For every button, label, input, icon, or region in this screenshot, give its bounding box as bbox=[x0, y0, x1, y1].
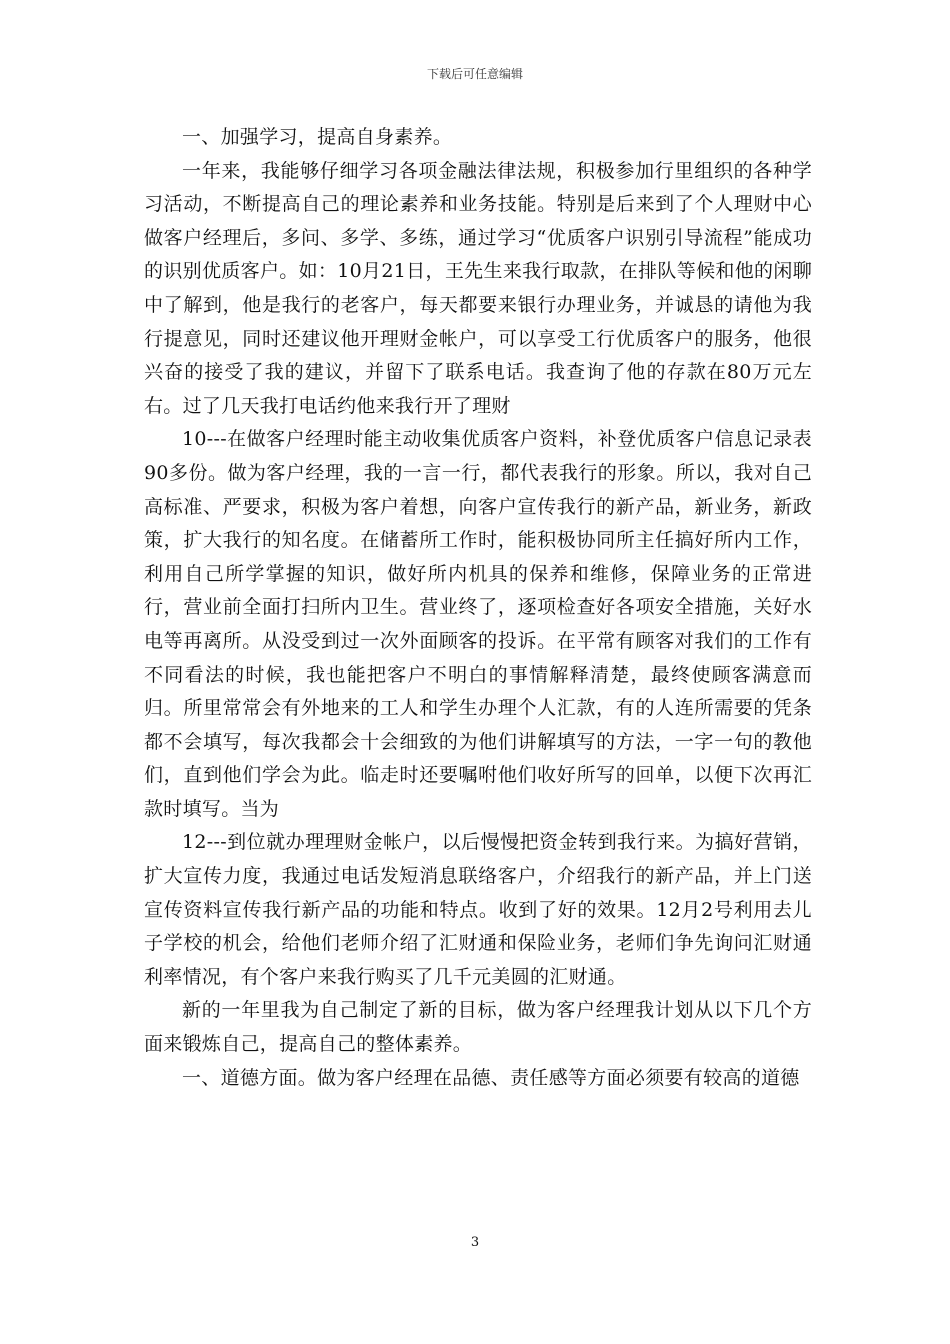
paragraph-marketing: 12---到位就办理理财金帐户，以后慢慢把资金转到我行来。为搞好营销，扩大宣传力度，我通过电话发短消息联络客户，介绍我行的新产品，并上门送宣传资料宣传我行新产品的功能和特点。收到了好的效果。12月2号利用去儿子学校的机会，给他们老师介绍了汇财通和保险业务，老师们争先询问汇财通利率情况，有个客户来我行购买了几千元美圆的汇财通。 bbox=[144, 831, 812, 988]
paragraph-customer-manager-work: 10---在做客户经理时能主动收集优质客户资料，补登优质客户信息记录表90多份。做为客户经理，我的一言一行，都代表我行的形象。所以，我对自己高标准、严要求，积极为客户着想，向客户宣传我行的新产品，新业务，新政策，扩大我行的知名度。在储蓄所工作时，能积极协同所主任搞好所内工作，利用自己所学掌握的知识，做好所内机具的保养和维修，保障业务的正常进行，营业前全面打扫所内卫生。营业终了，逐项检查好各项安全措施，关好水电等再离所。从没受到过一次外面顾客的投诉。在平常有顾客对我们的工作有不同看法的时候，我也能把客户不明白的事情解释清楚，最终使顾客满意而归。所里常常会有外地来的工人和学生办理个人汇款，有的人连所需要的凭条都不会填写，每次我都会十会细致的为他们讲解填写的方法，一字一句的教他们，直到他们学会为此。临走时还要嘱咐他们收好所写的回单，以便下次再汇款时填写。当为 bbox=[144, 428, 812, 820]
paragraph-heading-study: 一、加强学习，提高自身素养。 bbox=[182, 126, 453, 148]
page-header-note: 下载后可任意编辑 bbox=[426, 67, 523, 81]
paragraph-morality: 一、道德方面。做为客户经理在品德、责任感等方面必须要有较高的道德 bbox=[182, 1066, 800, 1089]
page-number: 3 bbox=[470, 1235, 480, 1250]
document-body bbox=[144, 121, 812, 1095]
paragraph-new-year-goals: 新的一年里我为自己制定了新的目标，做为客户经理我计划从以下几个方面来锻炼自己，提高自己的整体素养。 bbox=[144, 999, 812, 1056]
paragraph-year-review: 一年来，我能够仔细学习各项金融法律法规，积极参加行里组织的各种学习活动，不断提高自己的理论素养和业务技能。特别是后来到了个人理财中心做客户经理后，多问、多学、多练，通过学习“优质客户识别引导流程”能成功的识别优质客户。如：10月21日，王先生来我行取款，在排队等候和他的闲聊中了解到，他是我行的老客户，每天都要来银行办理业务，并诚恳的请他为我行提意见，同时还建议他开理财金帐户，可以享受工行优质客户的服务，他很兴奋的接受了我的建议，并留下了联系电话。我查询了他的存款在80万元左右。过了几天我打电话约他来我行开了理财 bbox=[144, 159, 812, 417]
